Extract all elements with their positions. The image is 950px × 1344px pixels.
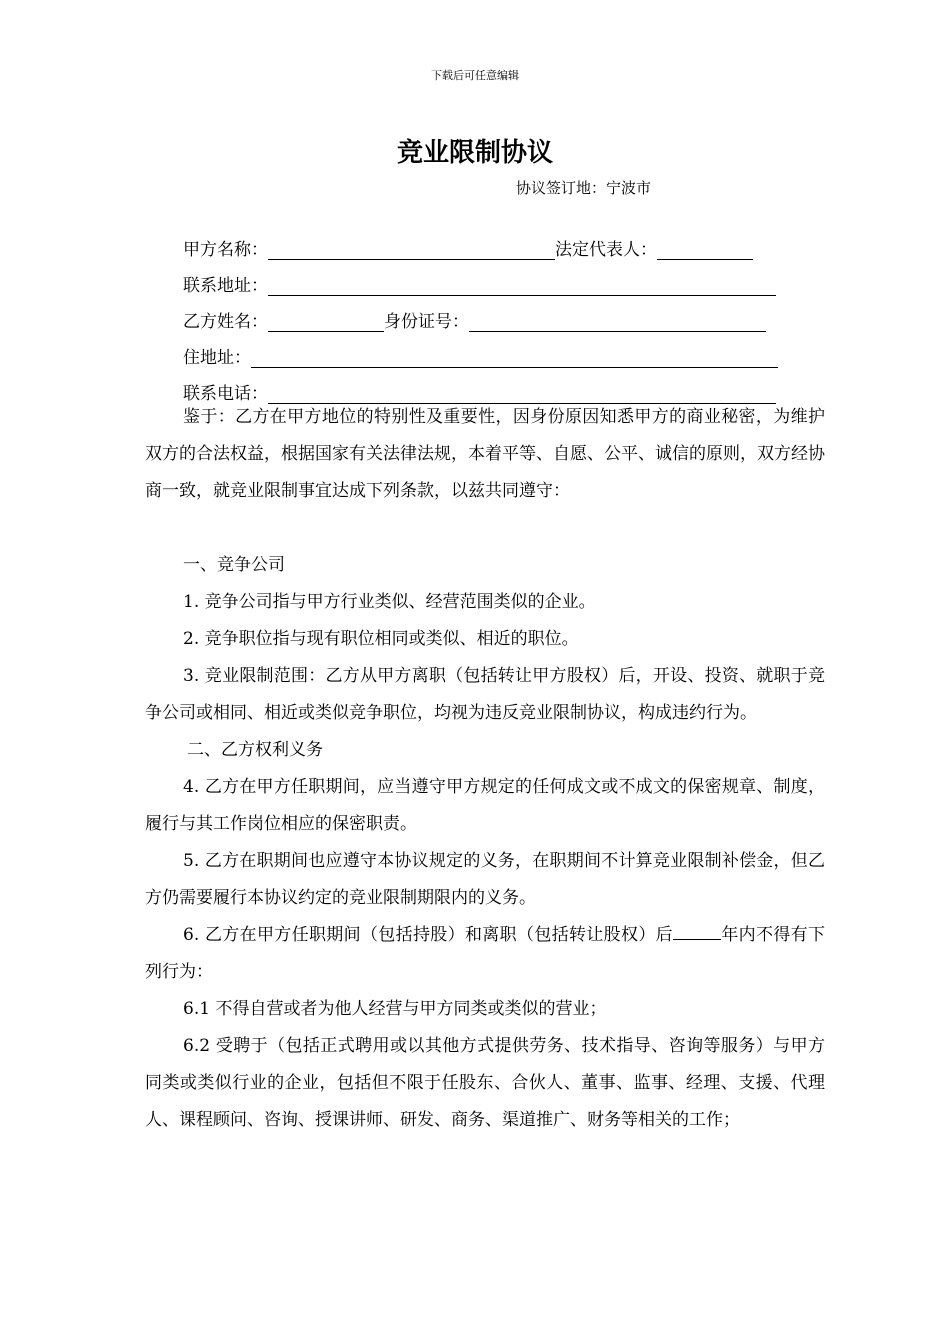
clause-6-2: 6.2 受聘于（包括正式聘用或以其他方式提供劳务、技术指导、咨询等服务）与甲方同类或类似行业的企业，包括但不限于任股东、合伙人、董事、监事、经理、支援、代理人、课程顾问、咨询、授课讲师、研发、商务、渠道推广、财务等相关的工作；: [145, 1036, 825, 1130]
preamble: 鉴于：乙方在甲方地位的特别性及重要性，因身份原因知悉甲方的商业秘密，为维护双方的合法权益，根据国家有关法律法规，本着平等、自愿、公平、诚信的原则，双方经协商一致，就竞业限制事宜达成下列条款，以兹共同遵守：: [145, 407, 825, 501]
party-a-row: [183, 224, 787, 260]
residence-label: 住地址：: [183, 348, 251, 368]
clause-5: 5. 乙方在职期间也应遵守本协议规定的义务，在职期间不计算竞业限制补偿金，但乙方仍需要履行本协议约定的竞业限制期限内的义务。: [145, 851, 825, 908]
header-note: 下载后可任意编辑: [431, 69, 519, 82]
party-b-name-blank[interactable]: [268, 311, 384, 332]
phone-label: 联系电话：: [183, 384, 268, 404]
years-blank[interactable]: [673, 921, 721, 940]
legal-rep-blank[interactable]: [657, 239, 753, 260]
contact-address-label: 联系地址：: [183, 276, 268, 296]
section1-heading: 一、竞争公司: [183, 555, 285, 575]
contact-address-blank[interactable]: [268, 275, 776, 296]
clause-6-1: 6.1 不得自营或者为他人经营与甲方同类或类似的营业；: [183, 999, 607, 1019]
party-info-fields: [183, 224, 787, 404]
clause-4: 4. 乙方在甲方任职期间，应当遵守甲方规定的任何成文或不成文的保密规章、制度，履行与其工作岗位相应的保密职责。: [145, 777, 825, 834]
party-b-row: [183, 296, 787, 332]
agreement-body: [145, 399, 825, 1139]
party-a-name-blank[interactable]: [268, 239, 555, 260]
clause-6-part2: 年内不得有下列行为：: [145, 925, 826, 982]
clause-1: 1. 竞争公司指与甲方行业类似、经营范围类似的企业。: [183, 592, 596, 612]
section2-heading: 二、乙方权利义务: [187, 740, 323, 760]
clause-6-part1: 6. 乙方在甲方任职期间（包括持股）和离职（包括转让股权）后: [183, 925, 673, 945]
id-number-blank[interactable]: [469, 311, 766, 332]
residence-blank[interactable]: [251, 347, 778, 368]
clause-6: [145, 917, 825, 991]
party-a-name-label: 甲方名称：: [183, 240, 268, 260]
clause-3: 3. 竞业限制范围：乙方从甲方离职（包括转让甲方股权）后，开设、投资、就职于竞争公司或相同、相近或类似竞争职位，均视为违反竞业限制协议，构成违约行为。: [145, 666, 825, 723]
id-number-label: 身份证号：: [384, 312, 469, 332]
clause-2: 2. 竞争职位指与现有职位相同或类似、相近的职位。: [183, 629, 579, 649]
legal-rep-label: 法定代表人：: [555, 240, 657, 260]
document-title: 竞业限制协议: [396, 138, 553, 168]
contact-address-row: [183, 260, 787, 296]
residence-row: [183, 332, 787, 368]
signing-place: 协议签订地：宁波市: [516, 179, 652, 197]
party-b-name-label: 乙方姓名：: [183, 312, 268, 332]
